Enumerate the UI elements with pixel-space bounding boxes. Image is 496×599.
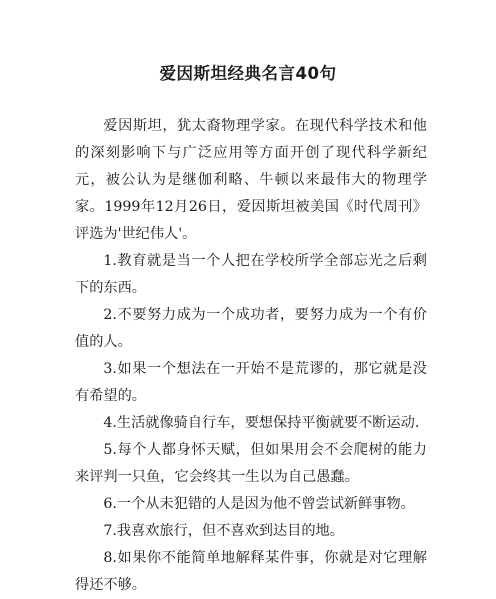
quote-item: 2.不要努力成为一个成功者，要努力成为一个有价值的人。 — [75, 307, 427, 350]
document-title: 爱因斯坦经典名言40句 — [159, 64, 337, 83]
quote-item: 7.我喜欢旅行，但不喜欢到达目的地。 — [103, 523, 344, 539]
quote-item: 1.教育就是当一个人把在学校所学全部忘光之后剩下的东西。 — [75, 253, 427, 296]
quote-item: 4.生活就像骑自行车，要想保持平衡就要不断运动. — [103, 415, 420, 431]
quote-item: 8.如果你不能简单地解释某件事，你就是对它理解得还不够。 — [75, 550, 427, 593]
quote-item: 6.一个从未犯错的人是因为他不曾尝试新鲜事物。 — [103, 496, 415, 512]
document-body — [75, 113, 427, 599]
intro-paragraph: 爱因斯坦，犹太裔物理学家。在现代科学技术和他的深刻影响下与广泛应用等方面开创了现代科学新纪元，被公认为是继伽利略、牛顿以来最伟大的物理学家。1999年12月26日，爱因斯坦被美国《时代周刊》评选为'世纪伟人'。 — [75, 118, 427, 242]
quote-item: 3.如果一个想法在一开始不是荒谬的，那它就是没有希望的。 — [75, 361, 427, 404]
quote-item: 5.每个人都身怀天赋，但如果用会不会爬树的能力来评判一只鱼，它会终其一生以为自己愚蠢。 — [75, 442, 427, 485]
